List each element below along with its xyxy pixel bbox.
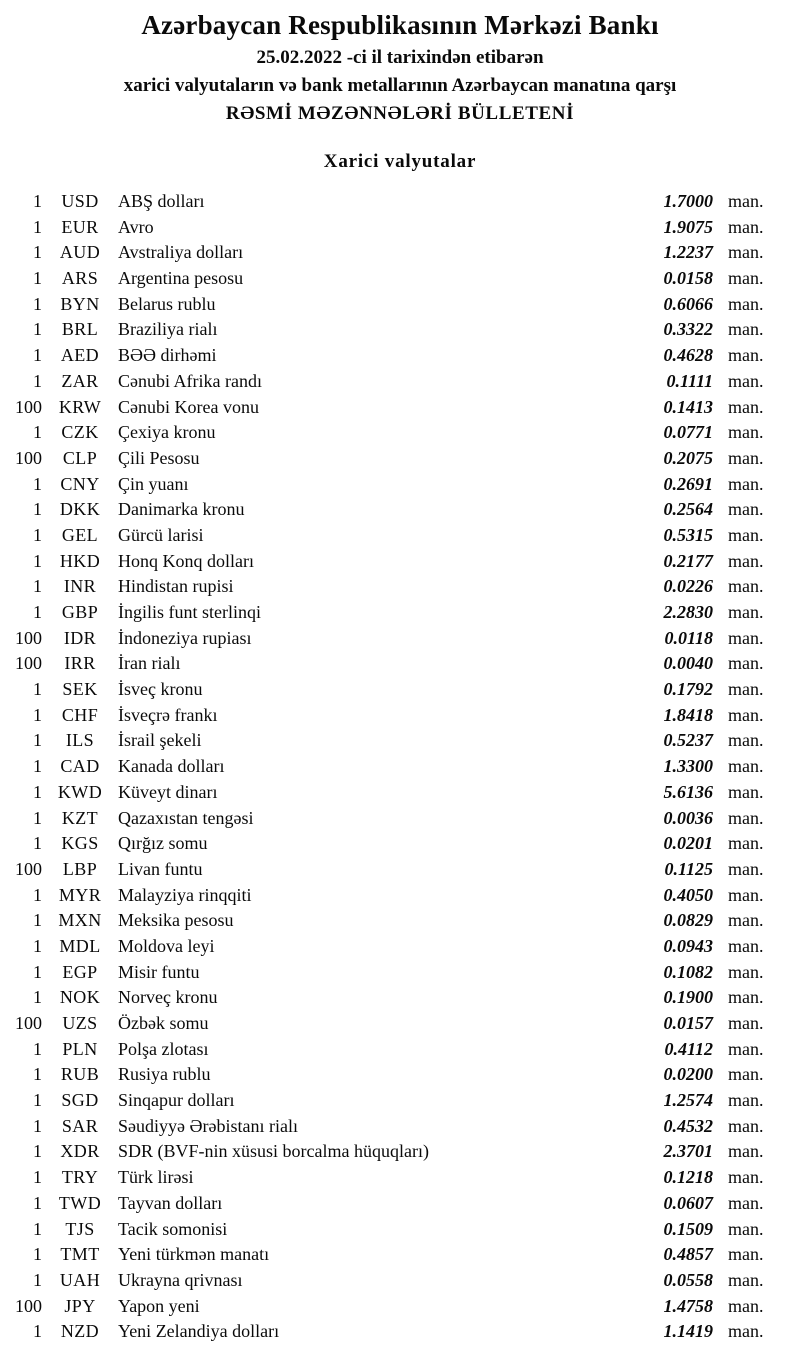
row-quantity: 1 xyxy=(33,935,42,956)
rate-row xyxy=(0,985,774,1011)
row-unit: man. xyxy=(728,550,764,571)
row-unit: man. xyxy=(728,499,764,520)
row-rate: 0.0040 xyxy=(663,653,713,674)
row-currency-name: Yeni Zelandiya dolları xyxy=(118,1321,280,1342)
row-unit: man. xyxy=(728,1090,764,1111)
rate-row xyxy=(0,677,774,703)
row-currency-code: JPY xyxy=(64,1295,96,1316)
row-rate: 0.2691 xyxy=(663,473,713,494)
row-quantity: 1 xyxy=(33,345,42,366)
row-currency-name: İran rialı xyxy=(118,653,181,674)
row-unit: man. xyxy=(728,191,764,211)
row-rate: 0.0118 xyxy=(664,627,713,648)
row-currency-name: Kanada dolları xyxy=(118,756,225,777)
rate-row xyxy=(0,266,774,292)
row-currency-name: İsveç kronu xyxy=(118,679,203,700)
row-unit: man. xyxy=(728,833,764,854)
row-currency-code: CLP xyxy=(62,447,98,468)
row-rate: 1.7000 xyxy=(663,191,713,211)
row-currency-name: ABŞ dolları xyxy=(118,191,205,211)
rate-row xyxy=(0,523,774,549)
row-currency-code: BRL xyxy=(61,319,99,340)
row-currency-code: UAH xyxy=(59,1269,101,1290)
row-currency-name: Hindistan rupisi xyxy=(118,576,234,597)
row-unit: man. xyxy=(728,961,764,982)
row-currency-name: Cənubi Afrika randı xyxy=(118,370,262,391)
row-currency-code: EGP xyxy=(62,961,98,982)
row-currency-code: CZK xyxy=(61,422,99,443)
document-header xyxy=(0,6,800,128)
row-currency-name: Tacik somonisi xyxy=(118,1218,228,1239)
row-rate: 0.2075 xyxy=(663,447,713,468)
row-rate: 0.6066 xyxy=(663,293,713,314)
row-currency-code: KZT xyxy=(61,807,99,828)
row-unit: man. xyxy=(728,1167,764,1188)
row-currency-name: Belarus rublu xyxy=(118,293,216,314)
row-currency-name: Qazaxıstan tengəsi xyxy=(118,807,254,828)
row-rate: 2.2830 xyxy=(663,602,713,622)
row-rate: 1.3300 xyxy=(663,756,713,777)
row-currency-code: EUR xyxy=(61,216,99,237)
row-rate: 0.0201 xyxy=(663,833,713,854)
row-quantity: 100 xyxy=(15,653,42,674)
row-currency-code: TJS xyxy=(65,1218,95,1239)
row-rate: 0.2177 xyxy=(663,550,713,571)
row-rate: 0.0943 xyxy=(663,935,713,956)
row-currency-code: NOK xyxy=(59,987,101,1008)
row-rate: 1.1419 xyxy=(663,1321,713,1342)
row-currency-name: BƏƏ dirhəmi xyxy=(118,345,217,366)
row-currency-name: Çin yuanı xyxy=(118,473,189,494)
row-currency-name: Norveç kronu xyxy=(118,987,218,1008)
row-quantity: 1 xyxy=(33,1244,42,1265)
row-quantity: 1 xyxy=(33,319,42,340)
row-currency-name: Yapon yeni xyxy=(118,1295,200,1316)
row-quantity: 1 xyxy=(33,293,42,314)
row-rate: 0.0226 xyxy=(663,576,713,597)
row-rate: 0.4628 xyxy=(663,345,713,366)
row-currency-name: Səudiyyə Ərəbistanı rialı xyxy=(118,1115,298,1136)
rate-row xyxy=(0,343,774,369)
row-quantity: 1 xyxy=(33,1038,42,1059)
row-currency-name: Polşa zlotası xyxy=(118,1038,209,1059)
row-quantity: 1 xyxy=(33,961,42,982)
row-currency-code: HKD xyxy=(59,550,101,571)
rate-row xyxy=(0,780,774,806)
row-rate: 0.1125 xyxy=(664,858,713,879)
row-unit: man. xyxy=(728,345,764,366)
rate-row xyxy=(0,626,774,652)
row-currency-name: Meksika pesosu xyxy=(118,910,234,931)
row-unit: man. xyxy=(728,524,764,545)
row-rate: 0.1218 xyxy=(663,1167,713,1188)
rate-row xyxy=(0,369,774,395)
row-rate: 0.0607 xyxy=(663,1192,713,1213)
row-currency-code: MDL xyxy=(59,935,101,956)
row-unit: man. xyxy=(728,1013,764,1033)
rate-row xyxy=(0,934,774,960)
row-quantity: 1 xyxy=(33,370,42,391)
row-rate: 0.4532 xyxy=(663,1115,713,1136)
row-currency-code: ILS xyxy=(65,730,95,751)
row-rate: 0.2564 xyxy=(663,499,713,520)
row-rate: 1.9075 xyxy=(663,216,713,237)
row-quantity: 100 xyxy=(15,1013,42,1033)
row-unit: man. xyxy=(728,1244,764,1265)
row-currency-name: Argentina pesosu xyxy=(118,268,244,289)
row-currency-code: SEK xyxy=(62,679,98,700)
row-currency-code: PLN xyxy=(62,1038,98,1059)
row-rate: 1.8418 xyxy=(663,704,713,725)
row-rate: 2.3701 xyxy=(663,1141,713,1162)
row-quantity: 1 xyxy=(33,499,42,520)
row-currency-name: Cənubi Korea vonu xyxy=(118,396,259,417)
row-currency-name: Avro xyxy=(118,216,154,237)
row-quantity: 1 xyxy=(33,1115,42,1136)
row-currency-name: Gürcü larisi xyxy=(118,524,204,545)
row-quantity: 1 xyxy=(33,1064,42,1085)
row-quantity: 1 xyxy=(33,910,42,931)
rate-row xyxy=(0,497,774,523)
rate-row xyxy=(0,317,774,343)
rate-row xyxy=(0,549,774,575)
rate-row xyxy=(0,240,774,266)
row-unit: man. xyxy=(728,704,764,725)
rate-row xyxy=(0,1242,774,1268)
row-unit: man. xyxy=(728,216,764,237)
row-rate: 0.1792 xyxy=(663,679,713,700)
row-rate: 0.4112 xyxy=(664,1038,713,1059)
row-currency-name: Avstraliya dolları xyxy=(118,242,244,263)
row-unit: man. xyxy=(728,447,764,468)
row-unit: man. xyxy=(728,268,764,289)
row-unit: man. xyxy=(728,730,764,751)
row-unit: man. xyxy=(728,1192,764,1213)
row-unit: man. xyxy=(728,910,764,931)
row-currency-code: IRR xyxy=(64,653,96,674)
row-currency-code: GBP xyxy=(61,602,99,622)
row-currency-code: NZD xyxy=(60,1321,100,1342)
subject-line: xarici valyutaların və bank metallarının Azərbaycan manatına qarşı xyxy=(123,75,677,96)
row-quantity: 1 xyxy=(33,524,42,545)
row-unit: man. xyxy=(728,293,764,314)
rate-row xyxy=(0,1217,774,1243)
row-quantity: 1 xyxy=(33,987,42,1008)
row-currency-name: Sinqapur dolları xyxy=(118,1090,235,1111)
row-unit: man. xyxy=(728,987,764,1008)
row-currency-name: Braziliya rialı xyxy=(118,319,218,340)
row-quantity: 1 xyxy=(33,1321,42,1342)
row-quantity: 1 xyxy=(33,1192,42,1213)
rate-row xyxy=(0,1114,774,1140)
row-quantity: 1 xyxy=(33,268,42,289)
row-currency-code: TRY xyxy=(61,1167,99,1188)
rate-row xyxy=(0,472,774,498)
row-unit: man. xyxy=(728,1141,764,1162)
row-currency-name: İndoneziya rupiası xyxy=(118,627,252,648)
row-unit: man. xyxy=(728,1064,764,1085)
rate-row xyxy=(0,703,774,729)
row-currency-code: SAR xyxy=(61,1115,99,1136)
row-unit: man. xyxy=(728,1321,764,1342)
row-currency-code: XDR xyxy=(60,1141,100,1162)
rate-row xyxy=(0,420,774,446)
rate-row xyxy=(0,728,774,754)
row-quantity: 1 xyxy=(33,730,42,751)
row-quantity: 1 xyxy=(33,602,42,622)
row-rate: 0.0158 xyxy=(663,268,713,289)
row-currency-code: CHF xyxy=(61,704,99,725)
row-currency-code: SGD xyxy=(61,1090,99,1111)
row-quantity: 100 xyxy=(15,1295,42,1316)
row-quantity: 1 xyxy=(33,1090,42,1111)
row-rate: 5.6136 xyxy=(663,781,713,802)
row-quantity: 1 xyxy=(33,884,42,905)
row-unit: man. xyxy=(728,1038,764,1059)
row-currency-code: KGS xyxy=(61,833,99,854)
rate-row xyxy=(0,1037,774,1063)
row-currency-code: INR xyxy=(63,576,97,597)
row-currency-name: Rusiya rublu xyxy=(118,1064,211,1085)
rate-row xyxy=(0,806,774,832)
rate-row xyxy=(0,1062,774,1088)
row-rate: 0.1111 xyxy=(666,370,713,391)
row-currency-code: TMT xyxy=(60,1244,100,1265)
row-currency-name: SDR (BVF-nin xüsusi borcalma hüquqları) xyxy=(118,1141,429,1162)
row-unit: man. xyxy=(728,1115,764,1136)
row-currency-code: ZAR xyxy=(61,370,99,391)
row-currency-code: TWD xyxy=(58,1192,102,1213)
row-unit: man. xyxy=(728,370,764,391)
row-currency-code: CNY xyxy=(60,473,100,494)
row-quantity: 1 xyxy=(33,473,42,494)
row-unit: man. xyxy=(728,807,764,828)
row-currency-name: Yeni türkmən manatı xyxy=(118,1244,270,1265)
row-unit: man. xyxy=(728,1295,764,1316)
row-quantity: 1 xyxy=(33,242,42,263)
row-rate: 0.4857 xyxy=(663,1244,713,1265)
row-rate: 0.0200 xyxy=(663,1064,713,1085)
row-currency-code: UZS xyxy=(62,1013,98,1033)
row-currency-name: Honq Konq dolları xyxy=(118,550,254,571)
rate-row xyxy=(0,1268,774,1294)
row-currency-name: Qırğız somu xyxy=(118,833,208,854)
row-rate: 0.4050 xyxy=(663,884,713,905)
row-currency-code: CAD xyxy=(60,756,100,777)
row-rate: 0.3322 xyxy=(663,319,713,340)
row-rate: 0.1413 xyxy=(663,396,713,417)
row-unit: man. xyxy=(728,884,764,905)
rate-row xyxy=(0,1319,774,1345)
row-quantity: 1 xyxy=(33,191,42,211)
rate-row xyxy=(0,831,774,857)
row-currency-code: AED xyxy=(60,345,100,366)
row-rate: 0.5237 xyxy=(663,730,713,751)
row-quantity: 1 xyxy=(33,833,42,854)
row-unit: man. xyxy=(728,679,764,700)
row-rate: 0.0829 xyxy=(663,910,713,931)
row-currency-code: BYN xyxy=(60,293,100,314)
row-unit: man. xyxy=(728,422,764,443)
row-currency-name: İngilis funt sterlinqi xyxy=(118,602,261,622)
row-quantity: 1 xyxy=(33,1141,42,1162)
row-currency-code: KRW xyxy=(58,396,102,417)
row-unit: man. xyxy=(728,242,764,263)
rate-row xyxy=(0,574,774,600)
rate-row xyxy=(0,600,774,626)
row-currency-code: MYR xyxy=(58,884,102,905)
row-rate: 1.2574 xyxy=(663,1090,713,1111)
row-quantity: 100 xyxy=(15,396,42,417)
row-rate: 0.0558 xyxy=(663,1269,713,1290)
bank-name-title: Azərbaycan Respublikasının Mərkəzi Bankı xyxy=(141,10,659,40)
row-currency-name: Danimarka kronu xyxy=(118,499,245,520)
rate-row xyxy=(0,215,774,241)
rate-row xyxy=(0,1011,774,1037)
row-rate: 0.0771 xyxy=(663,422,713,443)
row-currency-name: Misir funtu xyxy=(118,961,200,982)
rate-row xyxy=(0,1088,774,1114)
rate-row xyxy=(0,908,774,934)
row-unit: man. xyxy=(728,602,764,622)
rate-row xyxy=(0,292,774,318)
rate-row xyxy=(0,1191,774,1217)
row-quantity: 1 xyxy=(33,1218,42,1239)
row-quantity: 1 xyxy=(33,216,42,237)
row-currency-code: DKK xyxy=(59,499,101,520)
row-currency-name: Özbək somu xyxy=(118,1013,209,1033)
row-quantity: 1 xyxy=(33,1167,42,1188)
rate-row xyxy=(0,651,774,677)
row-currency-code: LBP xyxy=(62,858,98,879)
rate-row xyxy=(0,883,774,909)
row-currency-code: USD xyxy=(61,191,99,211)
row-unit: man. xyxy=(728,473,764,494)
effective-date-line: 25.02.2022 -ci il tarixindən etibarən xyxy=(256,47,544,68)
row-quantity: 100 xyxy=(15,858,42,879)
rate-row xyxy=(0,395,774,421)
row-quantity: 1 xyxy=(33,1269,42,1290)
rate-row xyxy=(0,446,774,472)
row-unit: man. xyxy=(728,781,764,802)
row-quantity: 1 xyxy=(33,576,42,597)
row-currency-name: Çexiya kronu xyxy=(118,422,216,443)
row-unit: man. xyxy=(728,1218,764,1239)
row-currency-name: İsveçrə frankı xyxy=(118,704,218,725)
row-currency-code: ARS xyxy=(61,268,99,289)
row-currency-name: Moldova leyi xyxy=(118,935,215,956)
row-unit: man. xyxy=(728,756,764,777)
row-quantity: 1 xyxy=(33,807,42,828)
row-currency-code: GEL xyxy=(61,524,99,545)
row-unit: man. xyxy=(728,1269,764,1290)
rate-row xyxy=(0,1165,774,1191)
row-currency-name: Livan funtu xyxy=(118,858,203,879)
rate-row xyxy=(0,960,774,986)
row-unit: man. xyxy=(728,396,764,417)
row-currency-code: IDR xyxy=(63,627,97,648)
row-quantity: 1 xyxy=(33,781,42,802)
row-currency-name: Ukrayna qrivnası xyxy=(118,1269,243,1290)
section-title-foreign-currencies: Xarici valyutalar xyxy=(323,151,477,172)
row-currency-code: KWD xyxy=(57,781,103,802)
row-quantity: 100 xyxy=(15,447,42,468)
rate-row xyxy=(0,1139,774,1165)
row-currency-name: Çili Pesosu xyxy=(118,447,200,468)
row-rate: 0.0036 xyxy=(663,807,713,828)
rate-row xyxy=(0,1294,774,1320)
row-quantity: 100 xyxy=(15,627,42,648)
bulletin-title-line: RƏSMİ MƏZƏNNƏLƏRİ BÜLLETENİ xyxy=(225,103,575,124)
row-quantity: 1 xyxy=(33,422,42,443)
rates-table xyxy=(0,189,800,1345)
row-rate: 0.5315 xyxy=(663,524,713,545)
row-rate: 1.4758 xyxy=(663,1295,713,1316)
row-unit: man. xyxy=(728,319,764,340)
row-rate: 0.1509 xyxy=(663,1218,713,1239)
row-unit: man. xyxy=(728,653,764,674)
row-unit: man. xyxy=(728,935,764,956)
row-rate: 0.1082 xyxy=(663,961,713,982)
row-currency-code: MXN xyxy=(58,910,102,931)
rate-row xyxy=(0,754,774,780)
row-rate: 0.1900 xyxy=(663,987,713,1008)
row-rate: 1.2237 xyxy=(663,242,713,263)
rate-row xyxy=(0,857,774,883)
row-quantity: 1 xyxy=(33,704,42,725)
row-unit: man. xyxy=(728,576,764,597)
row-unit: man. xyxy=(728,627,764,648)
row-quantity: 1 xyxy=(33,756,42,777)
row-rate: 0.0157 xyxy=(663,1013,713,1033)
row-quantity: 1 xyxy=(33,550,42,571)
row-currency-name: Malayziya rinqqiti xyxy=(118,884,252,905)
row-currency-name: İsrail şekeli xyxy=(118,730,202,751)
row-currency-name: Küveyt dinarı xyxy=(118,781,218,802)
row-unit: man. xyxy=(728,858,764,879)
row-currency-code: RUB xyxy=(60,1064,100,1085)
row-currency-name: Tayvan dolları xyxy=(118,1192,223,1213)
row-currency-code: AUD xyxy=(59,242,101,263)
rate-row xyxy=(0,189,774,215)
row-quantity: 1 xyxy=(33,679,42,700)
row-currency-name: Türk lirəsi xyxy=(118,1167,194,1188)
